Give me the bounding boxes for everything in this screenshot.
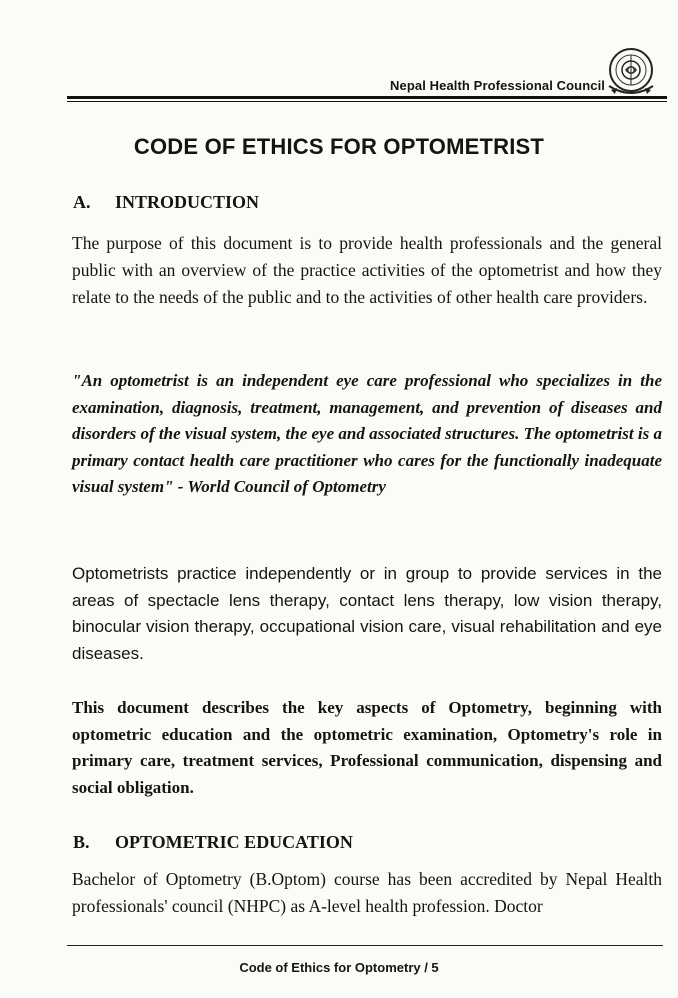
intro-paragraph-2: Optometrists practice independently or in group to provide services in the areas of spectacle lens therapy, contact lens therapy, low vision therapy, binocular vision therapy, occupational vision care, visual rehabilitation and eye diseases. [72, 564, 662, 663]
education-paragraph-1: Bachelor of Optometry (B.Optom) course has been accredited by Nepal Health professionals' council (NHPC) as A-level health profession. Doctor [72, 869, 662, 916]
document-title: CODE OF ETHICS FOR OPTOMETRIST [133, 134, 545, 159]
footer-rule [67, 945, 663, 946]
section-a-title: INTRODUCTION [115, 192, 260, 212]
footer-page-label: Code of Ethics for Optometry / 5 [239, 960, 439, 975]
header-organization: Nepal Health Professional Council [390, 78, 605, 93]
section-b-heading [73, 832, 353, 853]
section-b-title: OPTOMETRIC EDUCATION [115, 832, 353, 852]
wco-definition-quote: "An optometrist is an independent eye care professional who specializes in the examination, diagnosis, treatment, management, and prevention of diseases and disorders of the visual system, the eye and associated structures. The optometrist is a primary contact health care practitioner who cares for the functionally inadequate visual system" - World Council of Optometry [72, 371, 662, 496]
intro-paragraph-3: This document describes the key aspects of Optometry, beginning with optometric education and the optometric examination, Optometry's role in primary care, treatment services, Professional communication, dispensing and social obligation. [72, 698, 662, 797]
intro-paragraph-1: The purpose of this document is to provide health professionals and the general public with an overview of the practice activities of the optometrist and how they relate to the needs of the public and to the activities of other health care providers. [72, 233, 662, 307]
council-seal-icon [601, 44, 663, 100]
section-b-number: B. [73, 832, 90, 852]
header-rule [67, 96, 667, 99]
section-a-heading [73, 192, 259, 213]
section-a-number: A. [73, 192, 91, 212]
header-rule-thin [67, 101, 667, 102]
